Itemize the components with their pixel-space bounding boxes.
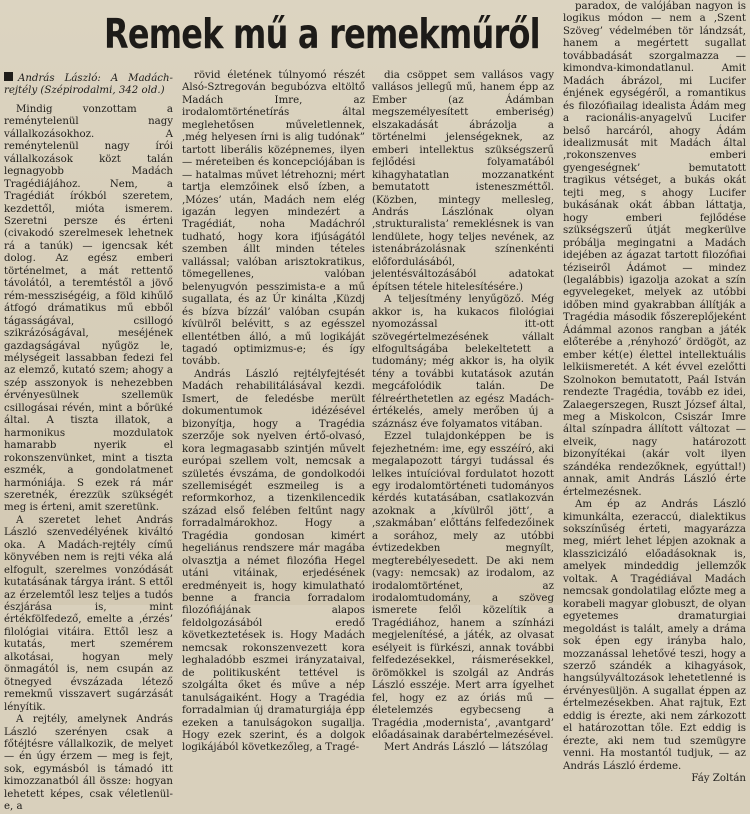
column-2 — [182, 70, 365, 754]
square-bullet-icon — [4, 72, 13, 81]
paragraph: rövid életének túlnyomó részét Alsó-Sztregován begubózva eltöltő Madách Imre, az irodalomtörténetírás által meglehetősen műveletlennek, ,még helyesen írni is alig tudónak” tartott liberális középnemes, ilyen — méreteiben és koncepciójában is — hatalmas művet létrehozni; mért tartja elemzőinek első ízben, a ‚Mózes’ után, Madách nem elég igazán legyen mindezért a Tragédiát, noha Madáchról tudható, hogy kora ifjúságától szemben állt minden tételes vallással; valóban arisztokratikus, tömegellenes, valóban belenyugvón pesszimista-e a mű sugallata, és az Úr kinálta ‚Küzdj és bízva bízzál’ valóban csupán kívülről belévitt, s az egésszel ellentétben álló, a mű logikáját tagadó optimizmus-e; és így tovább. — [182, 70, 365, 368]
byline — [4, 72, 173, 98]
paragraph: paradox, de valójában nagyon is logikus módon — nem a ‚Szent Szöveg’ védelmében tör lándzsát, hanem a megértett sugallat továbbadását szorgalmazza — kimondva-kimondatlanul. Amit Madách ábrázol, mi Lucifer énjének egységéről, a romantikus és filozófiailag idealista Ádám meg a racionális-anyagelvű Lucifer belső harcáról, ahogy Ádám idealizmusát mit Madách által ,rokonszenves emberi gyengeségnek’ bemutatott tragikus vétséget, a bukás okát tejti meg, s ahogy Lucifer bukásának okát ábban láttatja, hogy emberi fejlődése szükségszerű útját megkerülve próbálja megingatni a Madách idejében az ágazat tartott filozófiai téziseiről Ádámot — mindez (legalábbis) igazolja azokat a szín egyvelegeket, melyek az utóbbi időben mind gyakrabban állítják a Tragédia második főszereplőjeként Ádámmal azonos rangban a játék előterébe a ‚rényhozó’ ördögöt, az ember két(e) élettel intellektuális lelkiismeretét. A két évvel ezelőtti Szolnokon bemutatott, Paál István rendezte Tragédia, tovább ez idei, Zalaegerszegen, Ruszt József által, meg a Miskolcon, Csiszár Imre által színpadra állított változat — elveik, nagy határozott bizonyítékai (akár volt ilyen szándéka rendezőknek, egyúttal!) annak, amit András László érte értelmezésnek. — [563, 1, 746, 498]
paragraph: A teljesítmény lenyűgöző. Még akkor is, ha kukacos filológiai nyomozással itt-ott szövegértelmezésének vállalt elfogultságába belekeltetett a tudomány; még akkor is, ha olyik tény a további kutatások azután megcáfolódik talán. De félreérthetetlen az egész Madách-értékelés, amely merőben új a száznász éve folyamatos vitában. — [372, 294, 554, 430]
paragraph: András László rejtélyfejtését Madách rehabilitálásával kezdi. Ismert, de feledésbe merült dokumentumok idézésével bizonyítja, hogy a Tragédia szerzője sok nyelven értő-olvasó, kora legmagasabb szintjén művelt európai szellem volt, nemcsak a születés évszáma, de gondolkodói szellemiségét eszmeileg is a reformkorhoz, a tizenkilencedik század első felében feltűnt nagy forradalmárokhoz. Hogy a Tragédia gondosan kimért hegeliánus rendszere már magába olvasztja a német filozófia Hegel utáni vitáinak, erjedésének eredményeit is, hogy kimulatható benne a francia forradalom filozófiájának alapos feldolgozásából eredő következtetések is. Hogy Madách nemcsak rokonszenvezett kora leghaladóbb eszmei irányzataival, de politikusként tettével is szolgálta őket és műve a nép tanulságaiként. Hogy a Tragédia forradalmian új dramaturgiája épp ezeken a tanulságokon sugallja. Hogy ezek szerint, és a dolgok logikájából következőleg, a Tragé- — [182, 368, 365, 754]
paragraph: Mindig vonzottam a reménytelenül nagy vállalkozásokhoz. A reménytelenül nagy írói vállalkozások közt talán legnagyobb Madách Tragédiájához. Nem, a Tragédiát írókból szeretem, kezdettől, mióta ismerem. Szeretni persze és érteni (civakodó szerelmesek lehetnek rá a tanúk) — igencsak két dolog. Az egész emberi történelmet, a mát rettentő távolától, a teremtéstől a jövő rém-messziségéig, a föld kihűlő átfogó drámatikus mű ebből tágasságával, csillogó szikrázóságával, meséjének gazdagságával nyűgöz le, mélységeit lassabban fedezi fel az elemző, kutató szem; ahogy a szép asszonyok is nehezebben érvényesülnek szellemük csillogásai révén, mint a bőrüké által. A tiszta illatok, a harmonikus mozdulatok hamarabb nyerik el rokonszenvünket, mint a tiszta eszmék, a gondolatmenet harmóniája. S ezek rá már szeretnék, érezzük szükségét meg is érteni, amit szeretünk. — [4, 103, 173, 514]
paragraph: A szeretet lehet András László szenvedélyének kiváltó oka. A Madách-rejtély című könyvében nem is rejti véka alá elfogult, szerelmes vonzódását kutatásának tárgya iránt. S ettől az érzelemtől lesz teljes a tudós észjárása is, mint értékfölfedező, emelte a ‚érzés’ filológiai vitáira. Ettől lesz a kutatás, mert szemérem alkotásai, hogyan mely önmagától is, nem csupán az ötnegyed évszázada létező remekmű visszavert sugárzását lényítik. — [4, 514, 173, 713]
byline-text: András László: A Madách-rejtély (Szépirodalmi, 342 old.) — [4, 73, 173, 97]
headline: Remek mű a remekműről — [104, 10, 540, 58]
paragraph: A rejtély, amelynek András László szerényen csak a főtéjtésre vállalkozik, de melyet — én úgy érzem — meg is fejt, sok, egymásból is támadó itt kimozzanatból áll össze: hogyan lehetett képes, csak véletlenül-e, a — [4, 714, 173, 813]
column-4 — [563, 1, 746, 785]
paragraph: Ezzel tulajdonképpen be is fejezhetném: ime, egy esszéíró, aki megalapozott tárgyi tudással és lelkes intuícióval fordulatot hozott egy irodalomtörténeti tudományos kérdés kutatásában, csatlakozván azoknak a ‚kívülről jött’, a ‚szakmában’ előttáns felfedezőinek a sorához, mely az utóbbi évtizedekben megnyílt, megterebélyesedett. De aki nem (vagy: nemcsak) az irodalom, az irodalomtörténet, az irodalomtudomány, a szöveg ismerete felől közelítik a Tragédiához, hanem a színházi megjelenítésé, a játék, az olvasat esélyeit is fürkészi, annak további felfedezésekkel, ráismerésekkel, örömökkel is szolgál az András László esszéje. Mert arra ígyelhet fel, hogy ez az óriás mű — életelemzés egybecseng a Tragédia ‚modernista’, ‚avantgard’ előadásainak darabértelmezésével. — [372, 431, 554, 742]
paragraph: Mert András László — látszólag — [384, 742, 549, 754]
paragraph: dia csöppet sem vallásos vagy vallásos jellegű mű, hanem épp az Ember (az Ádámban megszemélyesített emberiség) elszakadását ábrázolja a történelmi jelenségeknek, az emberi intellektus szükségszerű fejlődési folyamatából kihagyhatatlan mozzanatként bemutatott isteneszméttől. (Közben, mintegy mellesleg, András Lászlónak olyan ‚strukturalista’ remeklésnek is van lendülete, hogy teljes nevének, az istenábrázolásnak színenkénti előfordulásából, jelentésváltozásából adatokat építsen tétele hitelesítésére.) — [372, 70, 554, 293]
column-1 — [4, 72, 173, 813]
author-signature: Fáy Zoltán — [691, 773, 746, 785]
column-3 — [372, 70, 554, 754]
paragraph: Am ép az András László kimunkálta, ezeraccú, dialektikus sokszínűség érteti, magyarázza meg, miért lehet lépjen azoknak a klasszicizáló előadásoknak is, amelyek mindeddig jellemzők voltak. A Tragédiával Madách nemcsak gondolatilag előzte meg a korabeli magyar globuszt, de olyan egyetemes dramaturgiai megoldást is talált, amely a dráma sok épen egy irányba halo, mozzanással lehetővé teszi, hogy a szerző szándék a kihagyások, hangsúlyváltozások lehetetlenné is érvényesüljön. A sugallat éppen az értelmezésekben. Ahat rajtuk, Ezt eddig is érezte, aki nem zárkozott el határozottan tőle. Ezt eddig is érezte, aki nem tud szemügyre venni. Ha mostantól tudjuk, — az András László érdeme. — [563, 499, 746, 772]
